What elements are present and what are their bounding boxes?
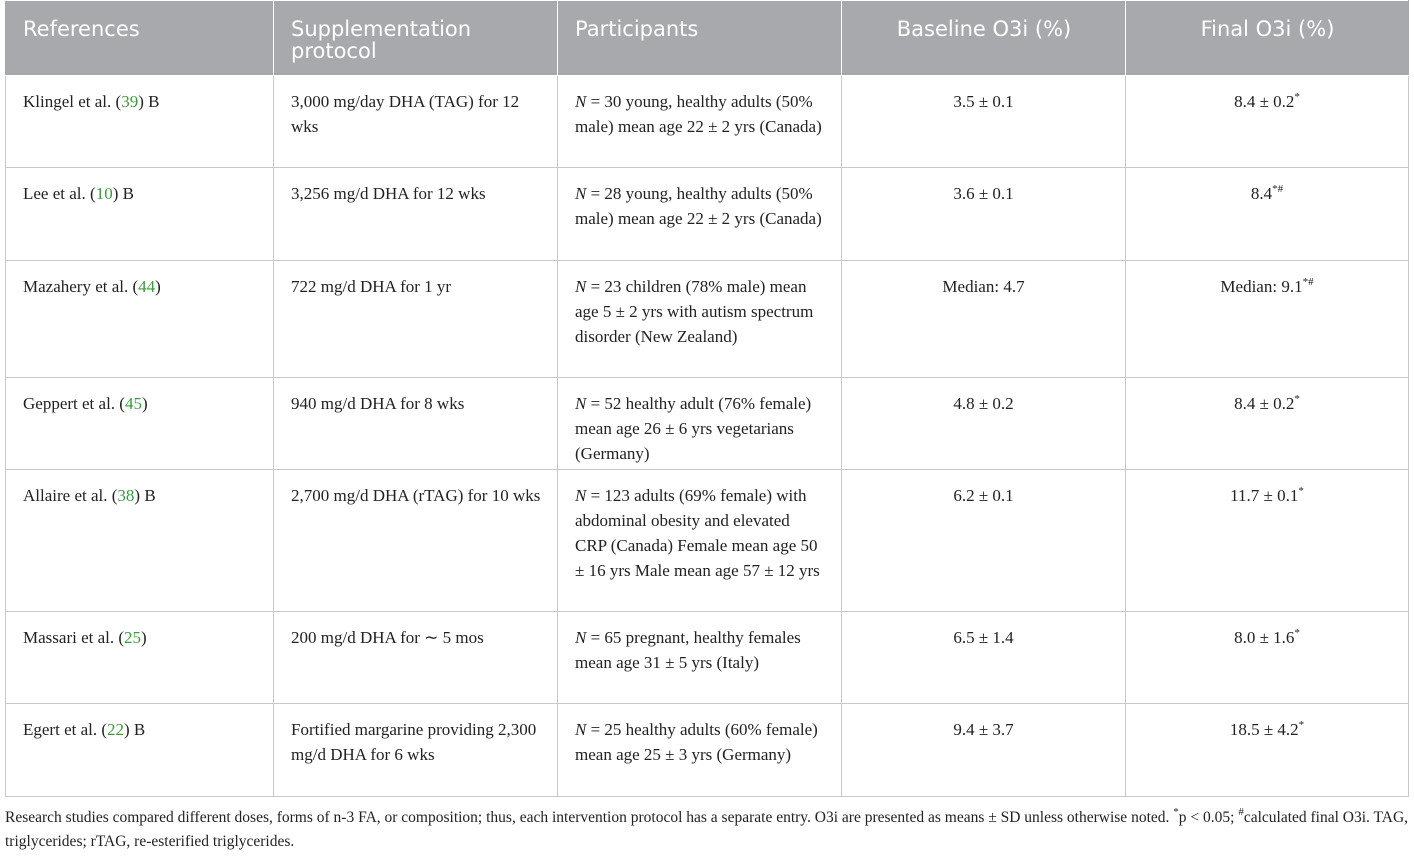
reference-link[interactable]: 10 xyxy=(95,184,113,203)
cell-participants: N = 123 adults (69% female) with abdominal obesity and elevated CRP (Canada) Female mean age 50 ± 16 yrs Male mean age 57 ± 12 yrs xyxy=(558,470,842,612)
data-table-container xyxy=(5,0,1408,797)
table-row xyxy=(6,168,1409,261)
reference-link[interactable]: 44 xyxy=(138,277,156,296)
cell-protocol: 2,700 mg/d DHA (rTAG) for 10 wks xyxy=(274,470,558,612)
cell-reference: Geppert et al. (45) xyxy=(6,378,274,470)
cell-protocol: 200 mg/d DHA for ∼ 5 mos xyxy=(274,612,558,704)
table-row xyxy=(6,378,1409,470)
reference-link[interactable]: 45 xyxy=(124,394,142,413)
table-footnote: Research studies compared different doses, forms of n-3 FA, or composition; thus, each intervention protocol has a separate entry. O3i are presented as means ± SD unless otherwise noted. *p < 0.05; #calculated final O3i. TAG, triglycerides; rTAG, re-esterified triglycerides. xyxy=(5,806,1409,850)
cell-protocol: Fortified margarine providing 2,300 mg/d DHA for 6 wks xyxy=(274,704,558,797)
cell-participants: N = 23 children (78% male) mean age 5 ± 2 yrs with autism spectrum disorder (New Zealand) xyxy=(558,261,842,378)
reference-link[interactable]: 38 xyxy=(117,486,135,505)
table-row xyxy=(6,704,1409,797)
reference-link[interactable]: 25 xyxy=(124,628,142,647)
cell-baseline: 9.4 ± 3.7 xyxy=(842,704,1126,797)
cell-participants: N = 28 young, healthy adults (50% male) mean age 22 ± 2 yrs (Canada) xyxy=(558,168,842,261)
header-protocol: Supplementation protocol xyxy=(274,1,558,76)
cell-reference: Mazahery et al. (44) xyxy=(6,261,274,378)
table-row xyxy=(6,470,1409,612)
cell-final: 11.7 ± 0.1* xyxy=(1126,470,1409,612)
header-references: References xyxy=(6,1,274,76)
cell-final: 8.0 ± 1.6* xyxy=(1126,612,1409,704)
header-baseline: Baseline O3i (%) xyxy=(842,1,1126,76)
o3i-table xyxy=(5,0,1409,797)
cell-reference: Klingel et al. (39) B xyxy=(6,76,274,168)
table-body xyxy=(6,76,1409,797)
table-row xyxy=(6,76,1409,168)
cell-final: 8.4 ± 0.2* xyxy=(1126,378,1409,470)
cell-final: 18.5 ± 4.2* xyxy=(1126,704,1409,797)
cell-baseline: 3.5 ± 0.1 xyxy=(842,76,1126,168)
cell-protocol: 3,000 mg/day DHA (TAG) for 12 wks xyxy=(274,76,558,168)
cell-reference: Egert et al. (22) B xyxy=(6,704,274,797)
cell-baseline: 6.5 ± 1.4 xyxy=(842,612,1126,704)
cell-final: 8.4*# xyxy=(1126,168,1409,261)
cell-baseline: 4.8 ± 0.2 xyxy=(842,378,1126,470)
cell-final: 8.4 ± 0.2* xyxy=(1126,76,1409,168)
cell-protocol: 722 mg/d DHA for 1 yr xyxy=(274,261,558,378)
cell-baseline: 6.2 ± 0.1 xyxy=(842,470,1126,612)
header-final: Final O3i (%) xyxy=(1126,1,1409,76)
header-participants: Participants xyxy=(558,1,842,76)
cell-reference: Allaire et al. (38) B xyxy=(6,470,274,612)
cell-reference: Lee et al. (10) B xyxy=(6,168,274,261)
reference-link[interactable]: 22 xyxy=(107,720,125,739)
cell-participants: N = 52 healthy adult (76% female) mean age 26 ± 6 yrs vegetarians (Germany) xyxy=(558,378,842,470)
cell-reference: Massari et al. (25) xyxy=(6,612,274,704)
header-row xyxy=(6,1,1409,76)
table-row xyxy=(6,261,1409,378)
cell-baseline: 3.6 ± 0.1 xyxy=(842,168,1126,261)
cell-participants: N = 65 pregnant, healthy females mean age 31 ± 5 yrs (Italy) xyxy=(558,612,842,704)
cell-protocol: 940 mg/d DHA for 8 wks xyxy=(274,378,558,470)
cell-final: Median: 9.1*# xyxy=(1126,261,1409,378)
cell-participants: N = 30 young, healthy adults (50% male) mean age 22 ± 2 yrs (Canada) xyxy=(558,76,842,168)
cell-participants: N = 25 healthy adults (60% female) mean age 25 ± 3 yrs (Germany) xyxy=(558,704,842,797)
table-header xyxy=(6,1,1409,76)
reference-link[interactable]: 39 xyxy=(121,92,139,111)
cell-protocol: 3,256 mg/d DHA for 12 wks xyxy=(274,168,558,261)
cell-baseline: Median: 4.7 xyxy=(842,261,1126,378)
table-row xyxy=(6,612,1409,704)
